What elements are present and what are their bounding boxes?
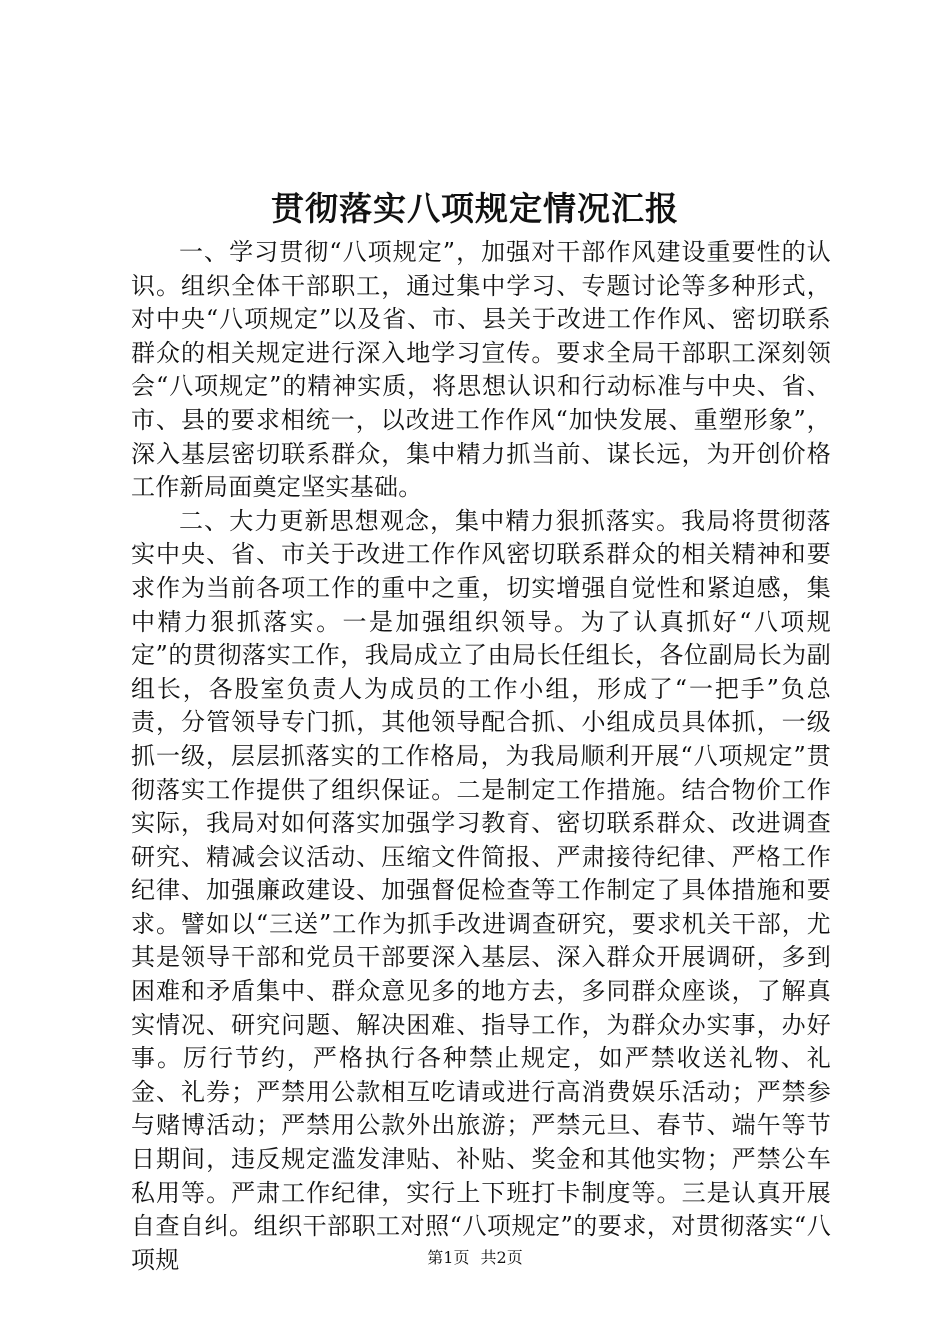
document-body [131,236,831,1277]
paragraph-2: 二、大力更新思想观念，集中精力狠抓落实。我局将贯彻落实中央、省、市关于改进工作作风密切联系群众的相关精神和要求作为当前各项工作的重中之重，切实增强自觉性和紧迫感，集中精力狠抓落实。一是加强组织领导。为了认真抓好“八项规定”的贯彻落实工作，我局成立了由局长任组长，各位副局长为副组长，各股室负责人为成员的工作小组，形成了“一把手”负总责，分管领导专门抓，其他领导配合抓、小组成员具体抓，一级抓一级，层层抓落实的工作格局，为我局顺利开展“八项规定”贯彻落实工作提供了组织保证。二是制定工作措施。结合物价工作实际，我局对如何落实加强学习教育、密切联系群众、改进调查研究、精减会议活动、压缩文件简报、严肃接待纪律、严格工作纪律、加强廉政建设、加强督促检查等工作制定了具体措施和要求。譬如以“三送”工作为抓手改进调查研究，要求机关干部，尤其是领导干部和党员干部要深入基层、深入群众开展调研，多到困难和矛盾集中、群众意见多的地方去，多同群众座谈，了解真实情况、研究问题、解决困难、指导工作，为群众办实事，办好事。厉行节约，严格执行各种禁止规定，如严禁收送礼物、礼金、礼券；严禁用公款相互吃请或进行高消费娱乐活动；严禁参与赌博活动；严禁用公款外出旅游；严禁元旦、春节、端午等节日期间，违反规定滥发津贴、补贴、奖金和其他实物；严禁公车私用等。严肃工作纪律，实行上下班打卡制度等。三是认真开展自查自纠。组织干部职工对照“八项规定”的要求，对贯彻落实“八项规 [131,506,831,1274]
paragraph-1: 一、学习贯彻“八项规定”，加强对干部作风建设重要性的认识。组织全体干部职工，通过集中学习、专题讨论等多种形式，对中央“八项规定”以及省、市、县关于改进工作作风、密切联系群众的相关规定进行深入地学习宣传。要求全局干部职工深刻领会“八项规定”的精神实质，将思想认识和行动标准与中央、省、市、县的要求相统一，以改进工作作风“加快发展、重塑形象”，深入基层密切联系群众，集中精力抓当前、谋长远，为开创价格工作新局面奠定坚实基础。 [131,238,831,502]
document-title: 贯彻落实八项规定情况汇报 [271,189,679,228]
page-footer [0,1247,950,1269]
page-number: 第1页 [427,1248,470,1267]
page-total: 共2页 [480,1248,523,1267]
